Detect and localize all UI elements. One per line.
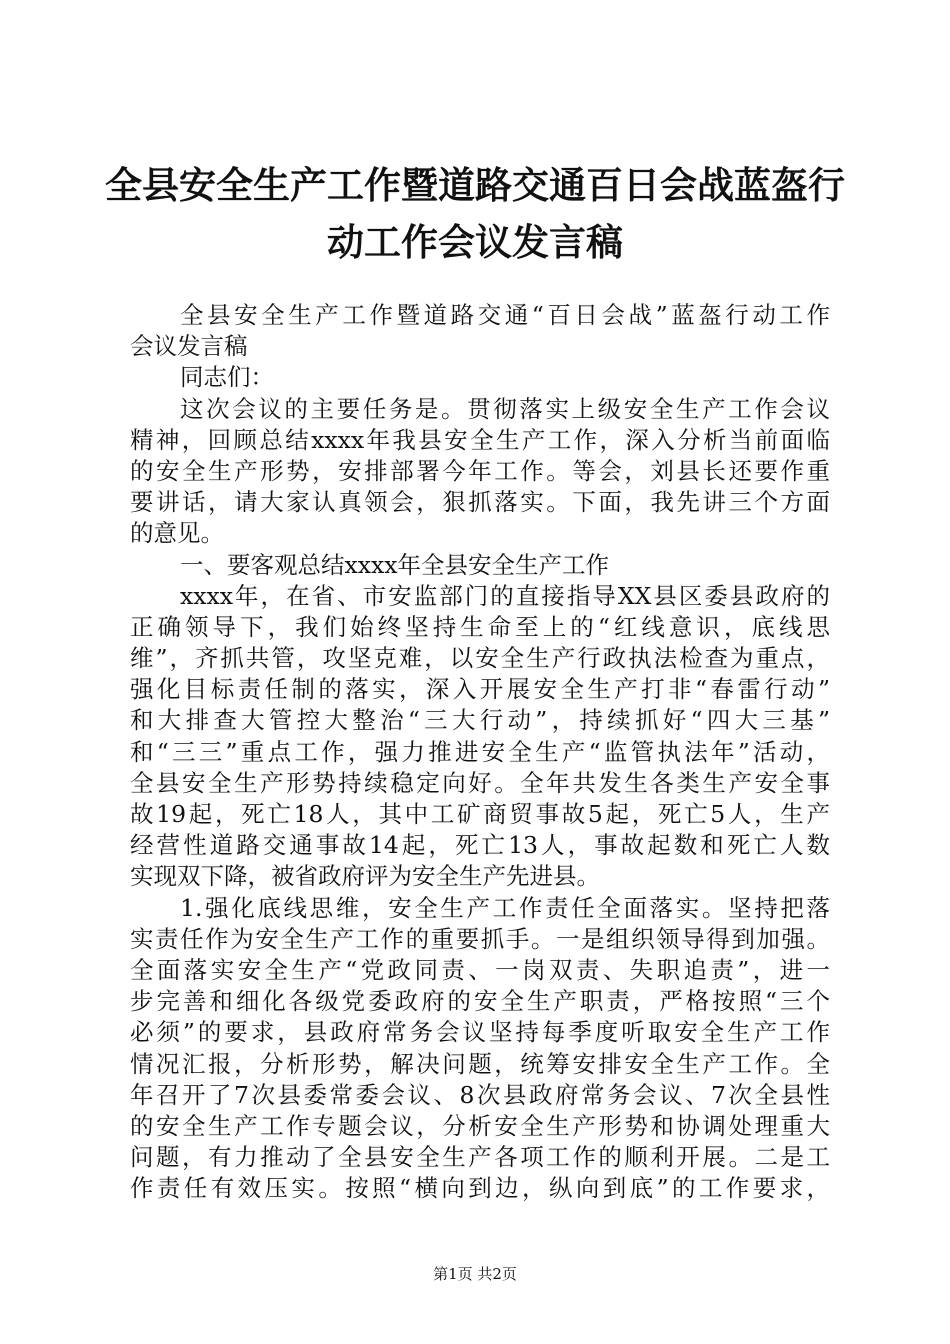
body-line: 全县安全生产形势持续稳定向好。全年共发生各类生产安全事 xyxy=(130,768,830,797)
body-line: 同志们： xyxy=(180,363,274,392)
body-line: 全县安全生产工作暨道路交通“百日会战”蓝盔行动工作 xyxy=(180,301,830,329)
body-line: 实现双下降，被省政府评为安全生产先进县。 xyxy=(130,862,600,891)
section-heading: 一、要客观总结xxxx年全县安全生产工作 xyxy=(180,550,610,579)
body-line: 的安全生产形势，安排部署今年工作。等会，刘县长还要作重 xyxy=(130,456,830,485)
body-line: 经营性道路交通事故14起，死亡13人，事故起数和死亡人数 xyxy=(130,831,830,860)
body-line: 维”，齐抓共管，攻坚克难，以安全生产行政执法检查为重点， xyxy=(130,644,830,673)
body-line: 故19起，死亡18人，其中工矿商贸事故5起，死亡5人，生产 xyxy=(130,800,830,828)
body-line: 1.强化底线思维，安全生产工作责任全面落实。坚持把落 xyxy=(180,893,830,922)
body-line: 实责任作为安全生产工作的重要抓手。一是组织领导得到加强。 xyxy=(130,924,830,953)
body-line: 作责任有效压实。按照“横向到边，纵向到底”的工作要求， xyxy=(130,1174,830,1203)
body-line: 强化目标责任制的落实，深入开展安全生产打非“春雷行动” xyxy=(130,675,830,704)
page-footer: 第1页 共2页 xyxy=(433,1265,517,1283)
body-line: xxxx年，在省、市安监部门的直接指导XX县区委县政府的 xyxy=(180,581,830,610)
body-line: 这次会议的主要任务是。贯彻落实上级安全生产工作会议 xyxy=(180,394,830,423)
document-body xyxy=(130,300,830,1204)
body-line: 全面落实安全生产“党政同责、一岗双责、失职追责”，进一 xyxy=(130,955,830,984)
body-line: 要讲话，请大家认真领会，狠抓落实。下面，我先讲三个方面 xyxy=(130,488,830,517)
body-line: 步完善和细化各级党委政府的安全生产职责，严格按照“三个 xyxy=(130,987,830,1016)
body-line: 年召开了7次县委常委会议、8次县政府常务会议、7次全县性 xyxy=(130,1080,830,1109)
body-line: 精神，回顾总结xxxx年我县安全生产工作，深入分析当前面临 xyxy=(130,425,830,454)
document-title-line-2: 动工作会议发言稿 xyxy=(327,220,623,264)
document-title-line-1: 全县安全生产工作暨道路交通百日会战蓝盔行 xyxy=(105,163,845,207)
body-line: 情况汇报，分析形势，解决问题，统筹安排安全生产工作。全 xyxy=(130,1049,830,1078)
body-line: 必须”的要求，县政府常务会议坚持每季度听取安全生产工作 xyxy=(130,1018,830,1047)
body-line: 和大排查大管控大整治“三大行动”，持续抓好“四大三基” xyxy=(130,706,830,735)
body-line: 和“三三”重点工作，强力推进安全生产“监管执法年”活动， xyxy=(130,737,830,766)
body-line: 的意见。 xyxy=(130,519,224,548)
body-line: 的安全生产工作专题会议，分析安全生产形势和协调处理重大 xyxy=(130,1111,830,1140)
body-line: 会议发言稿 xyxy=(130,332,248,361)
body-line: 正确领导下，我们始终坚持生命至上的“红线意识，底线思 xyxy=(130,612,830,641)
body-line: 问题，有力推动了全县安全生产各项工作的顺利开展。二是工 xyxy=(130,1143,830,1172)
